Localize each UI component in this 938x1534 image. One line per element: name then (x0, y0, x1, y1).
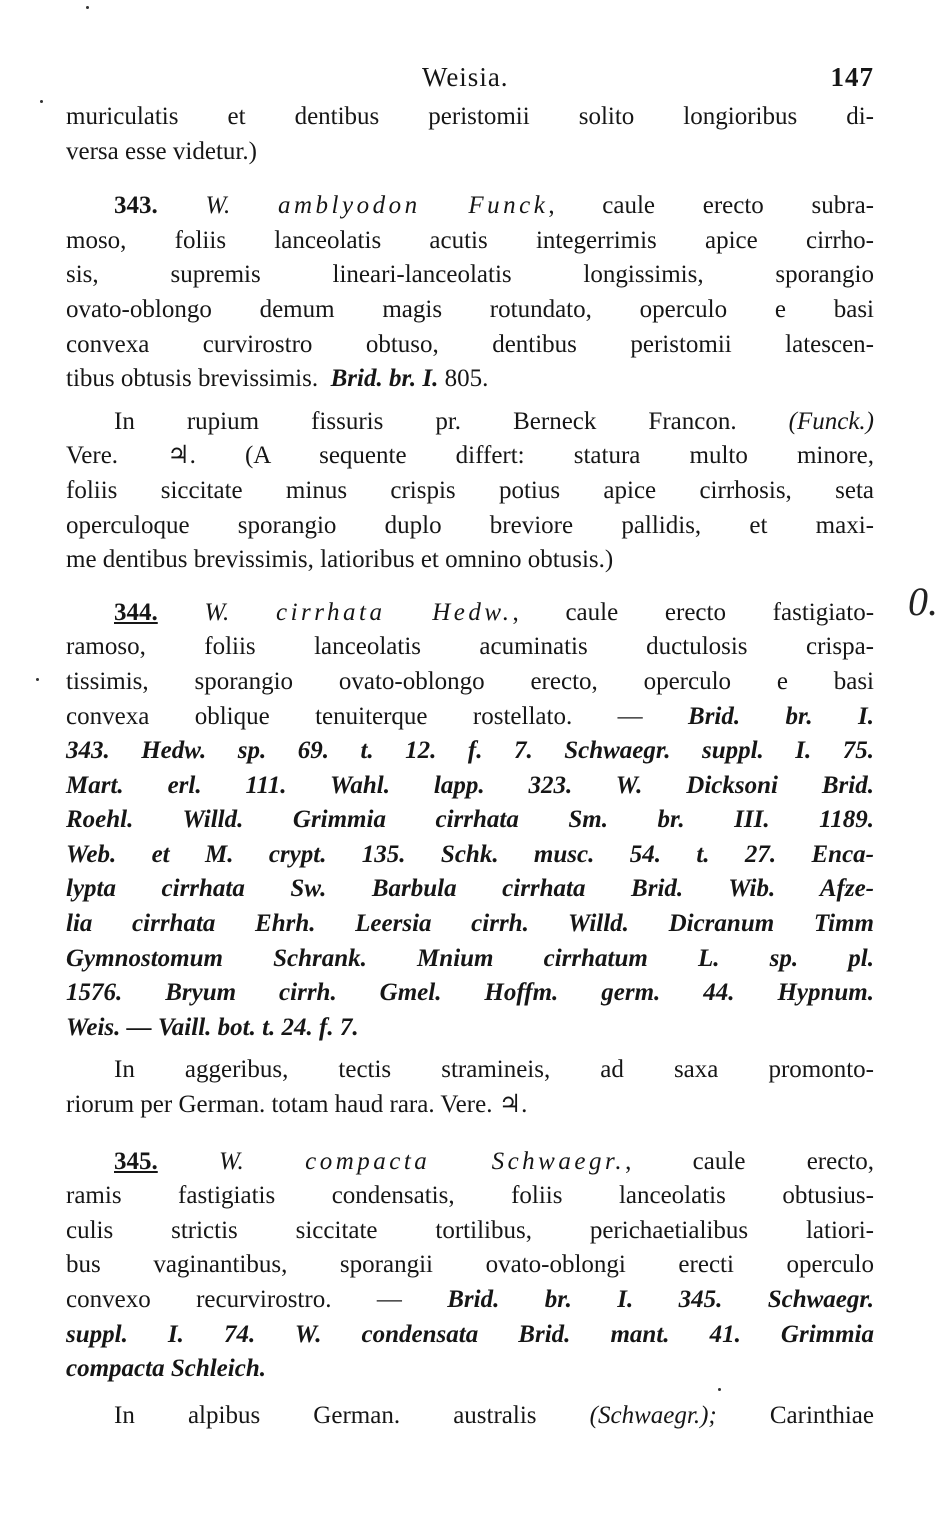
reference: Brid. br. I. 345. Schwaegr. (447, 1286, 874, 1313)
running-header (66, 56, 874, 100)
reference-line: suppl. I. 74. W. condensata Brid. mant. 41. Grimmia (66, 1320, 874, 1348)
entry-number: 345. (114, 1147, 158, 1175)
text-line: culis strictis siccitate tortilibus, perichaetialibus latiori- (66, 1216, 874, 1244)
text-line (66, 1399, 874, 1434)
genus-abbrev: W. (219, 1147, 244, 1175)
text-line: versa esse videtur.) (66, 137, 257, 165)
text-line: operculoque sporangio duplo breviore pallidis, et maxi- (66, 511, 874, 539)
habitat-paragraph-345 (66, 1399, 874, 1434)
paragraph-continuation (66, 100, 874, 169)
description-start: , caule erecto subra- (548, 192, 875, 220)
habitat-paragraph-343 (66, 405, 874, 578)
running-title: Weisia. (422, 62, 509, 92)
collector-name: (Funck.) (788, 407, 874, 435)
reference-line: Web. et M. crypt. 135. Schk. musc. 54. t. 27. Enca- (66, 840, 874, 868)
species-entry-343 (66, 189, 874, 397)
species-name: amblyodon (278, 192, 421, 220)
entry-heading-line (66, 189, 874, 224)
species-author: Funck (468, 192, 549, 220)
species-name: compacta (305, 1147, 431, 1175)
text-segment: convexa oblique tenuiterque rostellato. — (66, 702, 643, 730)
ref-volume: I. (422, 365, 439, 393)
text-line: ovato-oblongo demum magis rotundato, operculo e basi (66, 295, 874, 323)
ref-work: br. (388, 365, 417, 393)
species-author: Hedw. (432, 598, 513, 626)
text-segment: convexo recurvirostro. — (66, 1286, 402, 1313)
margin-mark: 0. (908, 579, 938, 624)
text-line: riorum per German. totam haud rara. Vere. ♃. (66, 1091, 528, 1119)
species-author: Schwaegr. (491, 1147, 626, 1175)
reference-line: Roehl. Willd. Grimmia cirrhata Sm. br. III. 1189. (66, 806, 874, 834)
text-segment: tibus obtusis brevissimis. (66, 365, 319, 393)
reference-line: 1576. Bryum cirrh. Gmel. Hoffm. germ. 44. Hypnum. (66, 979, 874, 1007)
text-line: convexa curvirostro obtuso, dentibus peristomii latescen- (66, 330, 874, 358)
text-line: sis, supremis lineari-lanceolatis longissimis, sporangio (66, 261, 874, 289)
book-page (66, 56, 874, 1433)
paper-speck (86, 6, 89, 9)
text-line (66, 362, 874, 397)
entry-number: 343. (114, 192, 158, 220)
reference: Brid. br. I. (688, 702, 874, 730)
species-entry-345 (66, 1145, 874, 1387)
text-segment: In alpibus German. australis (114, 1401, 537, 1429)
entry-heading-line (66, 1145, 874, 1180)
text-segment: (A sequente differt: statura multo minore, (244, 442, 875, 470)
text-segment: In rupium fissuris pr. Berneck Francon. (114, 407, 737, 435)
text-line (66, 439, 874, 474)
page-number: 147 (830, 62, 874, 92)
collector-name: (Schwaegr.); (589, 1401, 717, 1429)
ref-author: Brid. (330, 365, 383, 393)
reference-line: lypta cirrhata Sw. Barbula cirrhata Brid. Wib. Afze- (66, 875, 874, 903)
description-start: , caule erecto, (625, 1147, 875, 1175)
text-line: muriculatis et dentibus peristomii solito longioribus di- (66, 103, 874, 130)
paper-speck (718, 1388, 721, 1391)
text-line (66, 1283, 874, 1318)
text-line (66, 700, 874, 735)
reference-line: Mart. erl. 111. Wahl. lapp. 323. W. Dicksoni Brid. (66, 771, 874, 799)
text-line: bus vaginantibus, sporangii ovato-oblongi erecti operculo (66, 1251, 874, 1279)
species-entry-344 (66, 596, 874, 1046)
description-start: , caule erecto fastigiato- (512, 598, 875, 626)
reference-line: Gymnostomum Schrank. Mnium cirrhatum L. sp. pl. (66, 944, 874, 972)
entry-number: 344. (114, 598, 158, 626)
ref-page: 805. (444, 365, 489, 393)
genus-abbrev: W. (204, 598, 230, 626)
reference-line: lia cirrhata Ehrh. Leersia cirrh. Willd. Dicranum Timm (66, 910, 874, 938)
text-line: ramoso, foliis lanceolatis acuminatis ductulosis crispa- (66, 633, 874, 661)
text-line: foliis siccitate minus crispis potius apice cirrhosis, seta (66, 476, 874, 504)
text-line: tissimis, sporangio ovato-oblongo erecto, operculo e basi (66, 667, 874, 695)
reference-line: Weis. — Vaill. bot. t. 24. f. 7. (66, 1013, 359, 1041)
paper-speck (40, 100, 43, 103)
text-segment: Vere. (66, 442, 119, 470)
text-line: me dentibus brevissimis, latioribus et omnino obtusis.) (66, 546, 614, 574)
text-segment: Carinthiae (769, 1401, 875, 1429)
paper-speck (36, 678, 39, 681)
species-name: cirrhata (276, 598, 386, 626)
text-line: In aggeribus, tectis stramineis, ad saxa promonto- (114, 1056, 874, 1084)
reference-line: compacta Schleich. (66, 1355, 266, 1383)
genus-abbrev: W. (205, 192, 231, 220)
text-line: ramis fastigiatis condensatis, foliis lanceolatis obtusius- (66, 1182, 874, 1210)
text-line: moso, foliis lanceolatis acutis integerrimis apice cirrho- (66, 226, 874, 254)
reference-line: 343. Hedw. sp. 69. t. 12. f. 7. Schwaegr. suppl. I. 75. (66, 737, 874, 765)
text-line (66, 405, 874, 440)
habitat-paragraph-344 (66, 1053, 874, 1122)
perennial-symbol: ♃. (167, 442, 196, 470)
entry-heading-line (66, 596, 874, 631)
